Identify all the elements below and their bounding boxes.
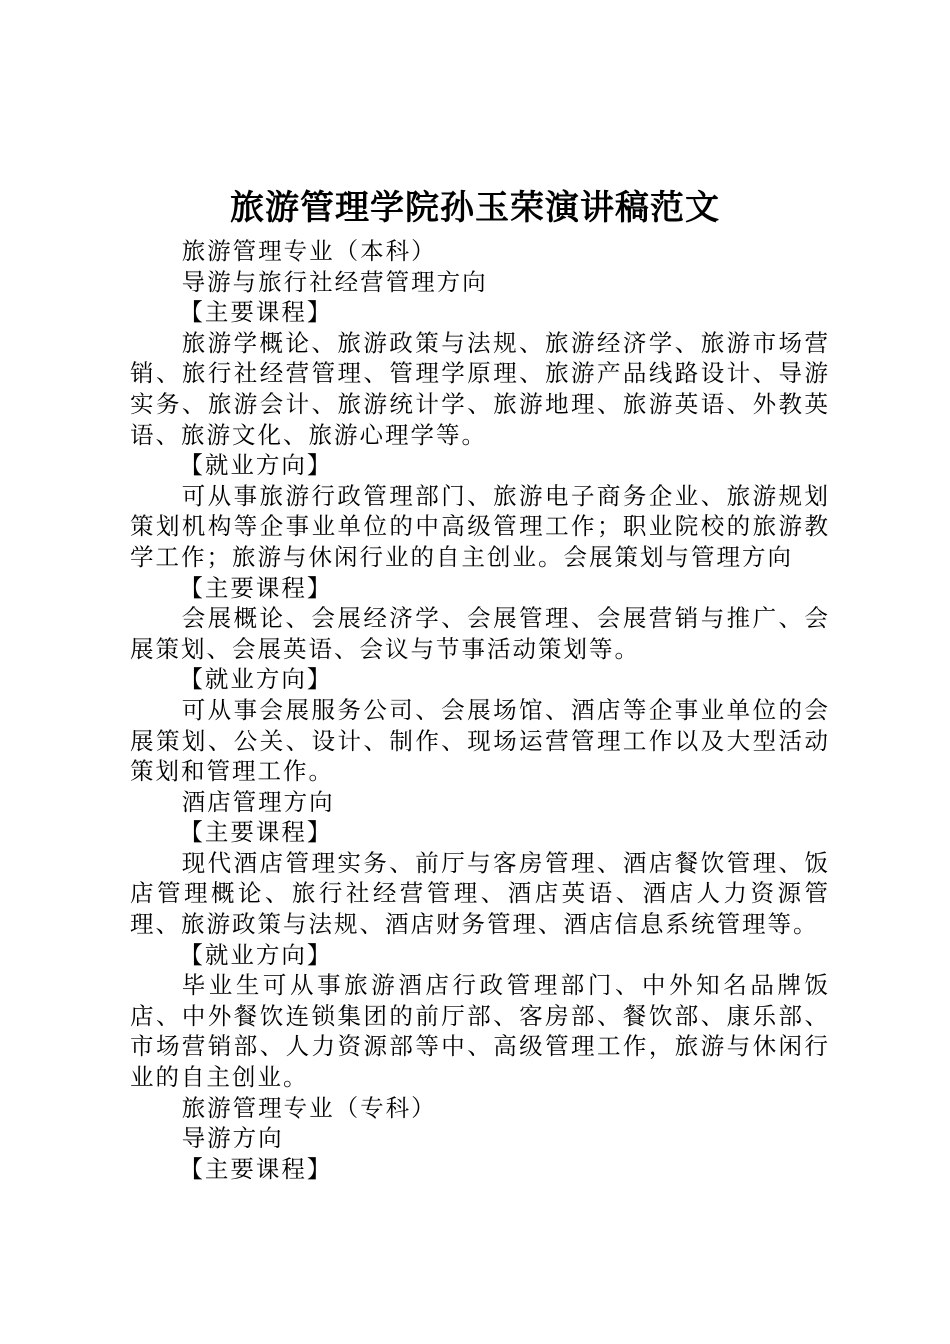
paragraph-employment-hotel: 毕业生可从事旅游酒店行政管理部门、中外知名品牌饭店、中外餐饮连锁集团的前厅部、客房部、餐饮部、康乐部、市场营销部、人力资源部等中、高级管理工作，旅游与休闲行业的自主创业。 — [130, 971, 830, 1092]
paragraph-direction-guide-agency: 导游与旅行社经营管理方向 — [181, 267, 488, 296]
paragraph-courses-exhibition: 会展概论、会展经济学、会展管理、会展营销与推广、会展策划、会展英语、会议与节事活动策划等。 — [130, 604, 830, 663]
paragraph-major-undergrad: 旅游管理专业（本科） — [181, 237, 437, 265]
heading-employment: 【就业方向】 — [179, 940, 333, 969]
heading-main-courses: 【主要课程】 — [179, 818, 333, 847]
heading-main-courses: 【主要课程】 — [179, 298, 333, 327]
paragraph-direction-guide: 导游方向 — [181, 1124, 284, 1153]
paragraph-courses-guide-agency: 旅游学概论、旅游政策与法规、旅游经济学、旅游市场营销、旅行社经营管理、管理学原理、旅游产品线路设计、导游实务、旅游会计、旅游统计学、旅游地理、旅游英语、外教英语、旅游文化、旅游心理学等。 — [130, 328, 830, 449]
heading-employment: 【就业方向】 — [179, 665, 333, 694]
paragraph-employment-exhibition: 可从事会展服务公司、会展场馆、酒店等企事业单位的会展策划、公关、设计、制作、现场运营管理工作以及大型活动策划和管理工作。 — [130, 695, 830, 786]
document-title: 旅游管理学院孙玉荣演讲稿范文 — [230, 188, 720, 228]
paragraph-major-college: 旅游管理专业（专科） — [181, 1093, 437, 1122]
heading-employment: 【就业方向】 — [179, 451, 333, 480]
paragraph-direction-hotel: 酒店管理方向 — [181, 787, 335, 816]
paragraph-employment-guide-agency: 可从事旅游行政管理部门、旅游电子商务企业、旅游规划策划机构等企事业单位的中高级管理工作；职业院校的旅游教学工作；旅游与休闲行业的自主创业。会展策划与管理方向 — [130, 481, 830, 571]
paragraph-courses-hotel: 现代酒店管理实务、前厅与客房管理、酒店餐饮管理、饭店管理概论、旅行社经营管理、酒店英语、酒店人力资源管理、旅游政策与法规、酒店财务管理、酒店信息系统管理等。 — [130, 848, 830, 939]
document-body — [130, 236, 830, 1184]
heading-main-courses: 【主要课程】 — [179, 1154, 333, 1183]
heading-main-courses: 【主要课程】 — [179, 573, 333, 602]
